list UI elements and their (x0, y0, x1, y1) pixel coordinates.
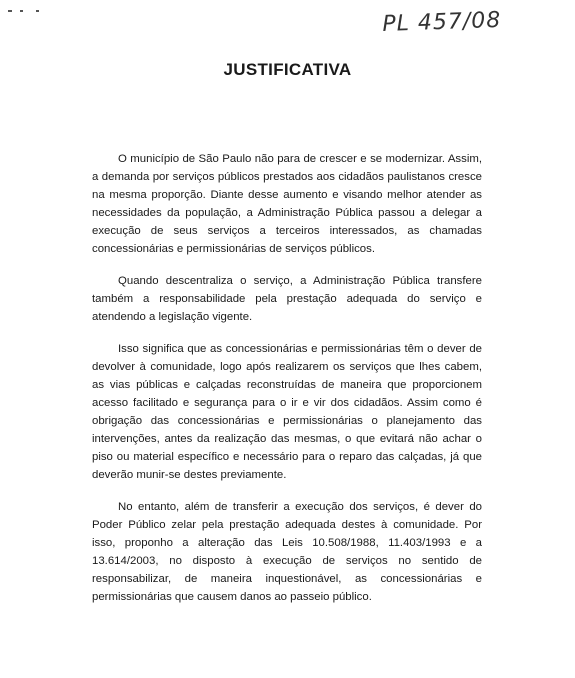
paragraph-3: Isso significa que as concessionárias e permissionárias têm o dever de devolver à comunidade, logo após realizarem os serviços que lhes cabem, as vias públicas e calçadas reconstruídas de maneira que proporcionem acesso facilitado e segurança para o ir e vir dos cidadãos. Assim como é obrigação das concessionárias e permissionárias o planejamento das intervenções, antes da realização das mesmas, o que evitará não achar o piso ou material específico e necessário para o reparo das calçadas, já que deverão munir-se destes previamente. (92, 343, 482, 481)
paragraph-1: O município de São Paulo não para de crescer e se modernizar. Assim, a demanda por serviços públicos prestados aos cidadãos paulistanos cresce na mesma proporção. Diante desse aumento e visando melhor atender as necessidades da população, a Administração Pública passou a delegar a execução de seus serviços a terceiros interessados, as chamadas concessionárias e permissionárias de serviços públicos. (92, 153, 482, 255)
page-title: JUSTIFICATIVA (223, 60, 352, 79)
scan-marks (8, 8, 48, 14)
paragraph-2: Quando descentraliza o serviço, a Administração Pública transfere também a responsabilidade pela prestação adequada do serviço e atendendo a legislação vigente. (92, 275, 482, 323)
paragraph-4: No entanto, além de transferir a execução dos serviços, é dever do Poder Público zelar pela prestação adequada destes à comunidade. Por isso, proponho a alteração das Leis 10.508/1988, 11.403/1993 e a 13.614/2003, no disposto à execução de serviços no sentido de responsabilizar, de maneira inquestionável, as concessionárias e permissionárias que causem danos ao passeio público. (92, 501, 482, 603)
handwritten-reference: PL 457/08 (382, 7, 502, 37)
document-body (92, 150, 482, 620)
